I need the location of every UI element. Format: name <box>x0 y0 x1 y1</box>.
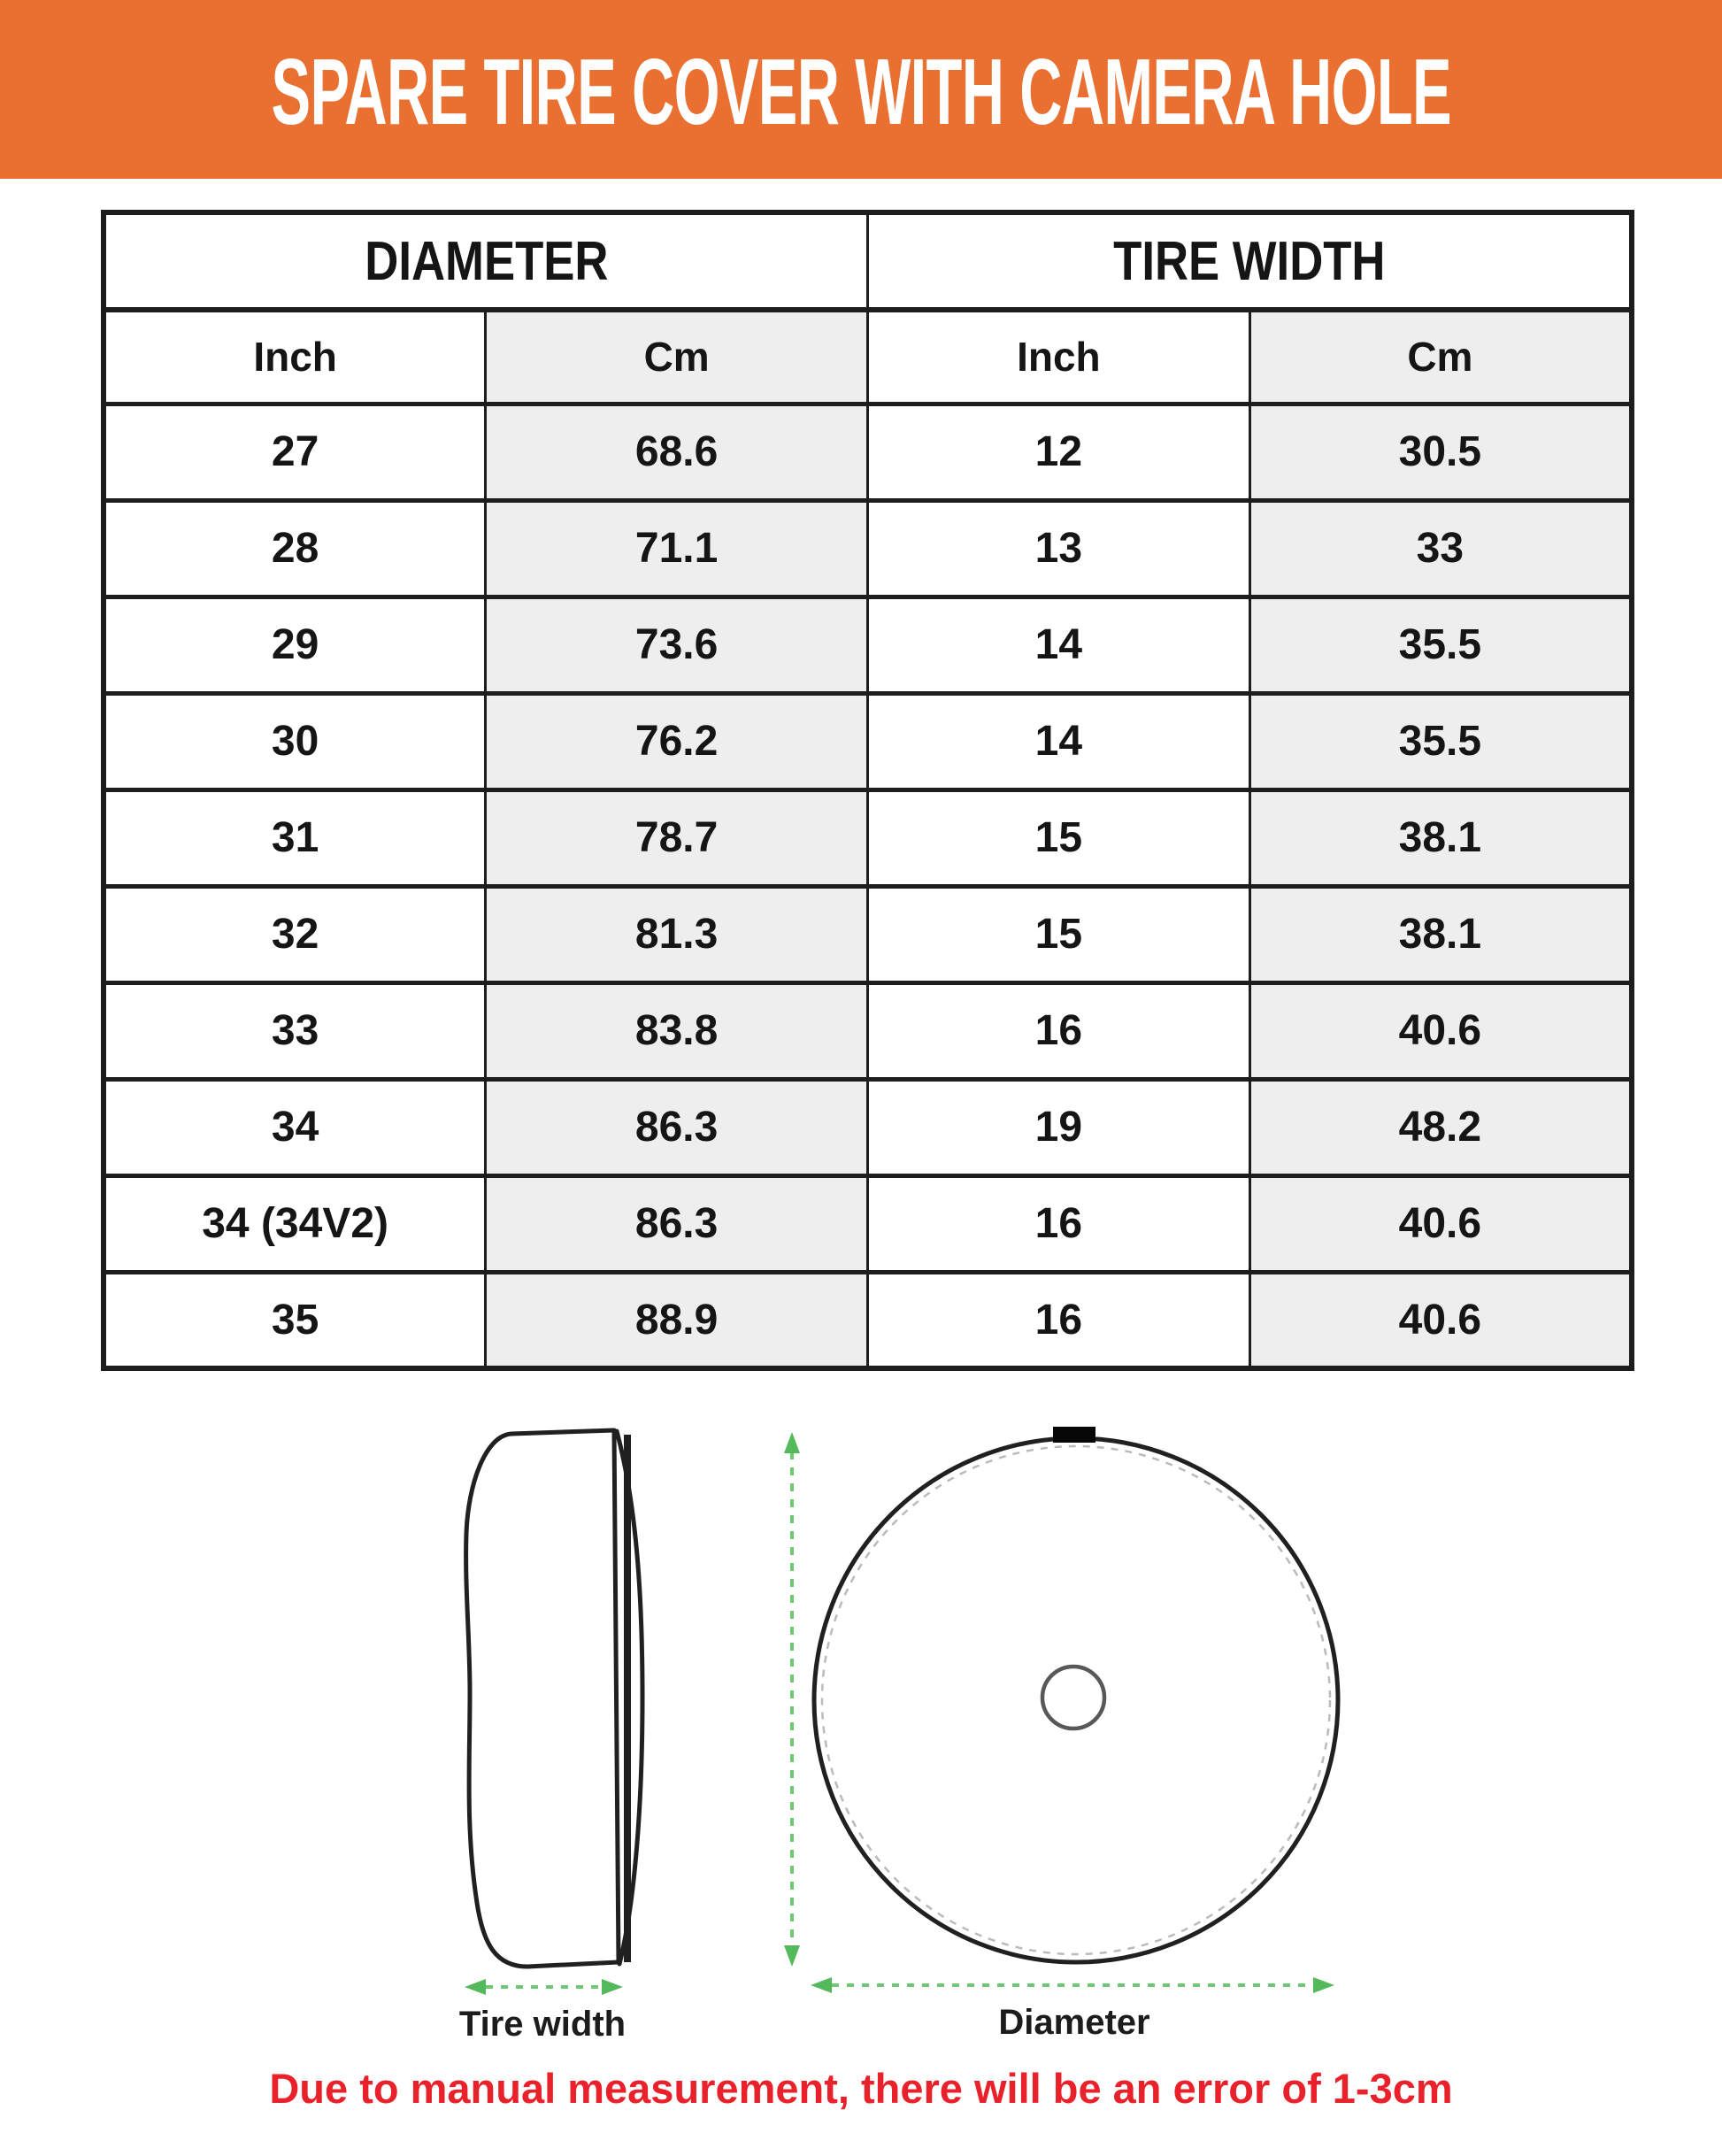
cell-width-inch: 15 <box>868 789 1250 886</box>
table-row <box>104 1079 1632 1175</box>
table-row <box>104 886 1632 982</box>
cell-width-cm: 40.6 <box>1249 982 1632 1079</box>
cell-diameter-inch: 34 <box>104 1079 486 1175</box>
cell-diameter-cm: 81.3 <box>486 886 868 982</box>
cell-diameter-cm: 83.8 <box>486 982 868 1079</box>
table-row <box>104 500 1632 597</box>
group-header-diameter: DIAMETER <box>104 212 868 310</box>
cell-diameter-cm: 88.9 <box>486 1272 868 1368</box>
cell-diameter-cm: 86.3 <box>486 1079 868 1175</box>
table-row <box>104 789 1632 886</box>
table-row <box>104 693 1632 789</box>
measurement-error-note: Due to manual measurement, there will be an error of 1-3cm <box>269 2065 1453 2112</box>
cell-diameter-cm: 76.2 <box>486 693 868 789</box>
cell-width-cm: 40.6 <box>1249 1175 1632 1272</box>
cell-diameter-inch: 34 (34V2) <box>104 1175 486 1272</box>
cell-diameter-cm: 68.6 <box>486 404 868 500</box>
cell-width-inch: 16 <box>868 982 1250 1079</box>
group-header-tire-width: TIRE WIDTH <box>868 212 1633 310</box>
cell-diameter-inch: 35 <box>104 1272 486 1368</box>
cell-width-cm: 40.6 <box>1249 1272 1632 1368</box>
subheader-diameter-inch: Inch <box>104 310 486 404</box>
tire-front-view-icon <box>814 1427 1338 1962</box>
tire-width-arrow-icon <box>465 1979 623 1995</box>
subheader-width-inch: Inch <box>868 310 1250 404</box>
cell-width-inch: 13 <box>868 500 1250 597</box>
vertical-diameter-arrow-icon <box>784 1432 800 1967</box>
valve-marker <box>1053 1427 1095 1443</box>
subheader-diameter-cm: Cm <box>486 310 868 404</box>
table-row <box>104 982 1632 1079</box>
cell-width-inch: 14 <box>868 693 1250 789</box>
cell-width-inch: 14 <box>868 597 1250 693</box>
table-row <box>104 404 1632 500</box>
measurement-diagram <box>389 1398 1416 2071</box>
cell-diameter-cm: 71.1 <box>486 500 868 597</box>
cell-diameter-inch: 30 <box>104 693 486 789</box>
cell-width-inch: 16 <box>868 1272 1250 1368</box>
cell-diameter-cm: 73.6 <box>486 597 868 693</box>
cell-width-cm: 30.5 <box>1249 404 1632 500</box>
page-title: SPARE TIRE COVER WITH CAMERA HOLE <box>271 40 1451 144</box>
cell-width-cm: 33 <box>1249 500 1632 597</box>
cell-diameter-inch: 33 <box>104 982 486 1079</box>
table-row <box>104 597 1632 693</box>
title-banner <box>0 0 1722 179</box>
cell-diameter-inch: 31 <box>104 789 486 886</box>
cell-width-inch: 12 <box>868 404 1250 500</box>
cell-diameter-inch: 32 <box>104 886 486 982</box>
cell-width-cm: 35.5 <box>1249 693 1632 789</box>
cell-width-cm: 38.1 <box>1249 886 1632 982</box>
cell-diameter-cm: 86.3 <box>486 1175 868 1272</box>
cell-width-inch: 19 <box>868 1079 1250 1175</box>
diameter-label: Diameter <box>998 2003 1150 2042</box>
cell-diameter-cm: 78.7 <box>486 789 868 886</box>
cell-width-inch: 15 <box>868 886 1250 982</box>
cell-diameter-inch: 27 <box>104 404 486 500</box>
table-group-header-row <box>104 212 1632 310</box>
table-row <box>104 1272 1632 1368</box>
cell-width-inch: 16 <box>868 1175 1250 1272</box>
tire-side-view-icon <box>466 1430 642 1967</box>
tire-width-label: Tire width <box>458 2005 627 2044</box>
cell-diameter-inch: 29 <box>104 597 486 693</box>
diameter-arrow-icon <box>811 1977 1334 1993</box>
table-row <box>104 1175 1632 1272</box>
table-subheader-row <box>104 310 1632 404</box>
cell-diameter-inch: 28 <box>104 500 486 597</box>
cell-width-cm: 38.1 <box>1249 789 1632 886</box>
cell-width-cm: 48.2 <box>1249 1079 1632 1175</box>
camera-hole <box>1042 1667 1104 1729</box>
cell-width-cm: 35.5 <box>1249 597 1632 693</box>
size-table <box>101 210 1634 1371</box>
subheader-width-cm: Cm <box>1249 310 1632 404</box>
